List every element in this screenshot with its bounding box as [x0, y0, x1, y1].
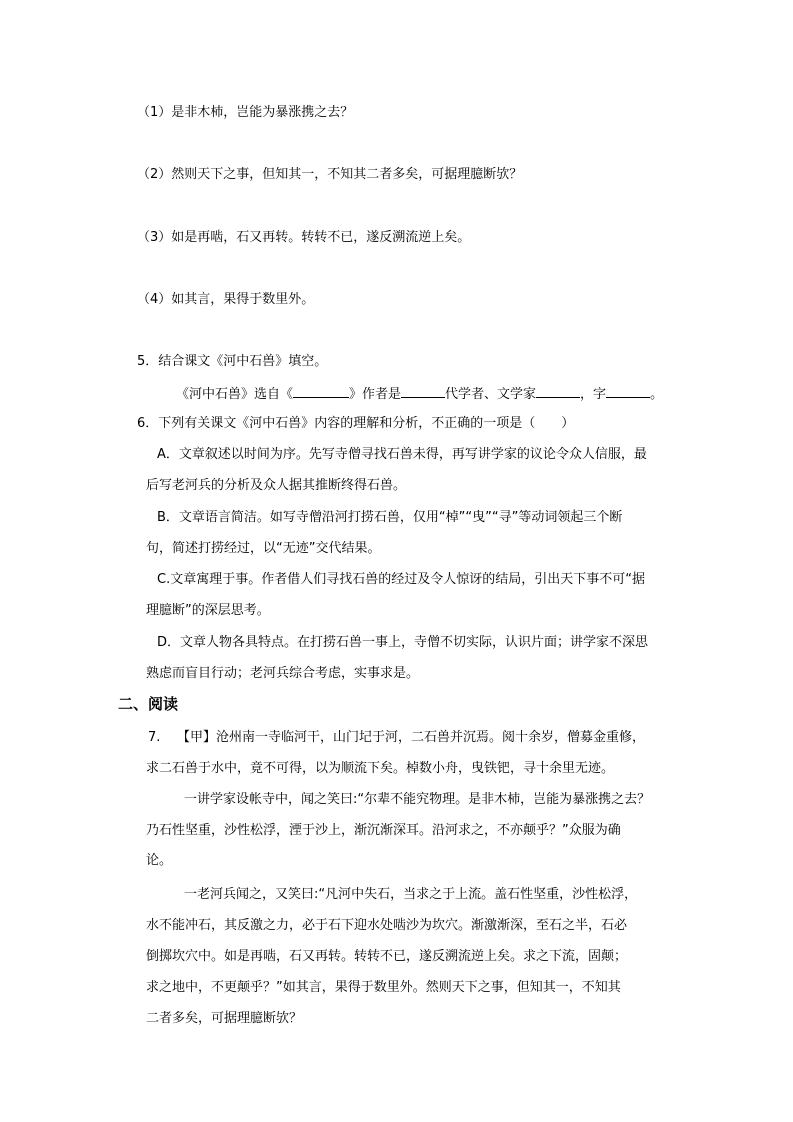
passage-line-8: 倒掷坎穴中。如是再啮，石又再转。转转不已，遂反溯流逆上矣。求之下流，固颠； — [146, 949, 628, 964]
fill-text-4: ，字 — [580, 387, 607, 402]
passage-line-3: 一讲学家设帐寺中，闻之笑曰:“尔辈不能究物理。是非木杮，岂能为暴涨携之去？ — [184, 792, 651, 807]
passage-line-7: 水不能冲石，其反激之力，必于石下迎水处啮沙为坎穴。渐激渐深，至石之半，石必 — [146, 918, 628, 933]
section-heading: 二、阅读 — [118, 695, 179, 713]
sub-question-3: （3）如是再啮，石又再转。转转不已，遂反溯流逆上矣。 — [137, 230, 471, 245]
question-5-fill-line — [176, 383, 663, 404]
passage-line-4: 乃石性坚重，沙性松浮，湮于沙上，渐沉渐深耳。沿河求之，不亦颠乎？”众服为确 — [146, 823, 621, 838]
blank-courtesy-name[interactable] — [606, 383, 650, 398]
option-a-line-1: A．文章叙述以时间为序。先写寺僧寻找石兽未得，再写讲学家的议论令众人信服，最 — [157, 447, 647, 462]
blank-dynasty[interactable] — [401, 383, 445, 398]
passage-line-9: 求之地中，不更颠乎？”如其言，果得于数里外。然则天下之事，但知其一，不知其 — [146, 980, 621, 995]
blank-source-book[interactable] — [293, 383, 349, 398]
sub-question-2: （2）然则天下之事，但知其一，不知其二者多矣，可据理臆断欤？ — [137, 167, 523, 182]
option-b-line-1: B．文章语言简洁。如写寺僧沿河打捞石兽，仅用“棹”“曳”“寻”等动词领起三个断 — [157, 510, 623, 525]
passage-line-5: 论。 — [146, 853, 173, 868]
fill-text-2: 》作者是 — [349, 387, 402, 402]
fill-text-5: 。 — [650, 387, 664, 402]
option-a-line-2: 后写老河兵的分析及众人据其推断终得石兽。 — [146, 478, 407, 493]
question-7-number: 7. — [148, 730, 161, 745]
question-5-prompt: 5．结合课文《河中石兽》填空。 — [137, 354, 328, 369]
passage-line-2: 求二石兽于水中，竟不可得，以为顺流下矣。棹数小舟，曳铁钯，寻十余里无迹。 — [146, 761, 615, 776]
question-6-prompt: 6．下列有关课文《河中石兽》内容的理解和分析，不正确的一项是（ ） — [137, 416, 575, 431]
fill-text-1: 《河中石兽》选自《 — [176, 387, 294, 402]
option-c-line-2: 理臆断”的深层思考。 — [146, 603, 270, 618]
option-d-line-1: D．文章人物各具特点。在打捞石兽一事上，寺僧不切实际，认识片面；讲学家不深思 — [157, 635, 649, 650]
passage-line-1: 【甲】沧州南一寺临河干，山门圮于河，二石兽并沉焉。阅十余岁，僧募金重修， — [177, 730, 646, 745]
sub-question-1: （1）是非木杮，岂能为暴涨携之去？ — [137, 105, 354, 120]
passage-line-10: 二者多矣，可据理臆断欤？ — [146, 1011, 303, 1026]
option-c-line-1: C.文章寓理于事。作者借人们寻找石兽的经过及令人惊讶的结局，引出天下事不可“据 — [157, 572, 645, 587]
option-b-line-2: 句，简述打捞经过，以“无迹”交代结果。 — [146, 541, 381, 556]
sub-question-4: （4）如其言，果得于数里外。 — [137, 292, 315, 307]
option-d-line-2: 熟虑而盲目行动；老河兵综合考虑，实事求是。 — [146, 666, 420, 681]
blank-author[interactable] — [536, 383, 580, 398]
passage-line-6: 一老河兵闻之，又笑曰:“凡河中失石，当求之于上流。盖石性坚重，沙性松浮， — [184, 887, 638, 902]
fill-text-3: 代学者、文学家 — [445, 387, 537, 402]
